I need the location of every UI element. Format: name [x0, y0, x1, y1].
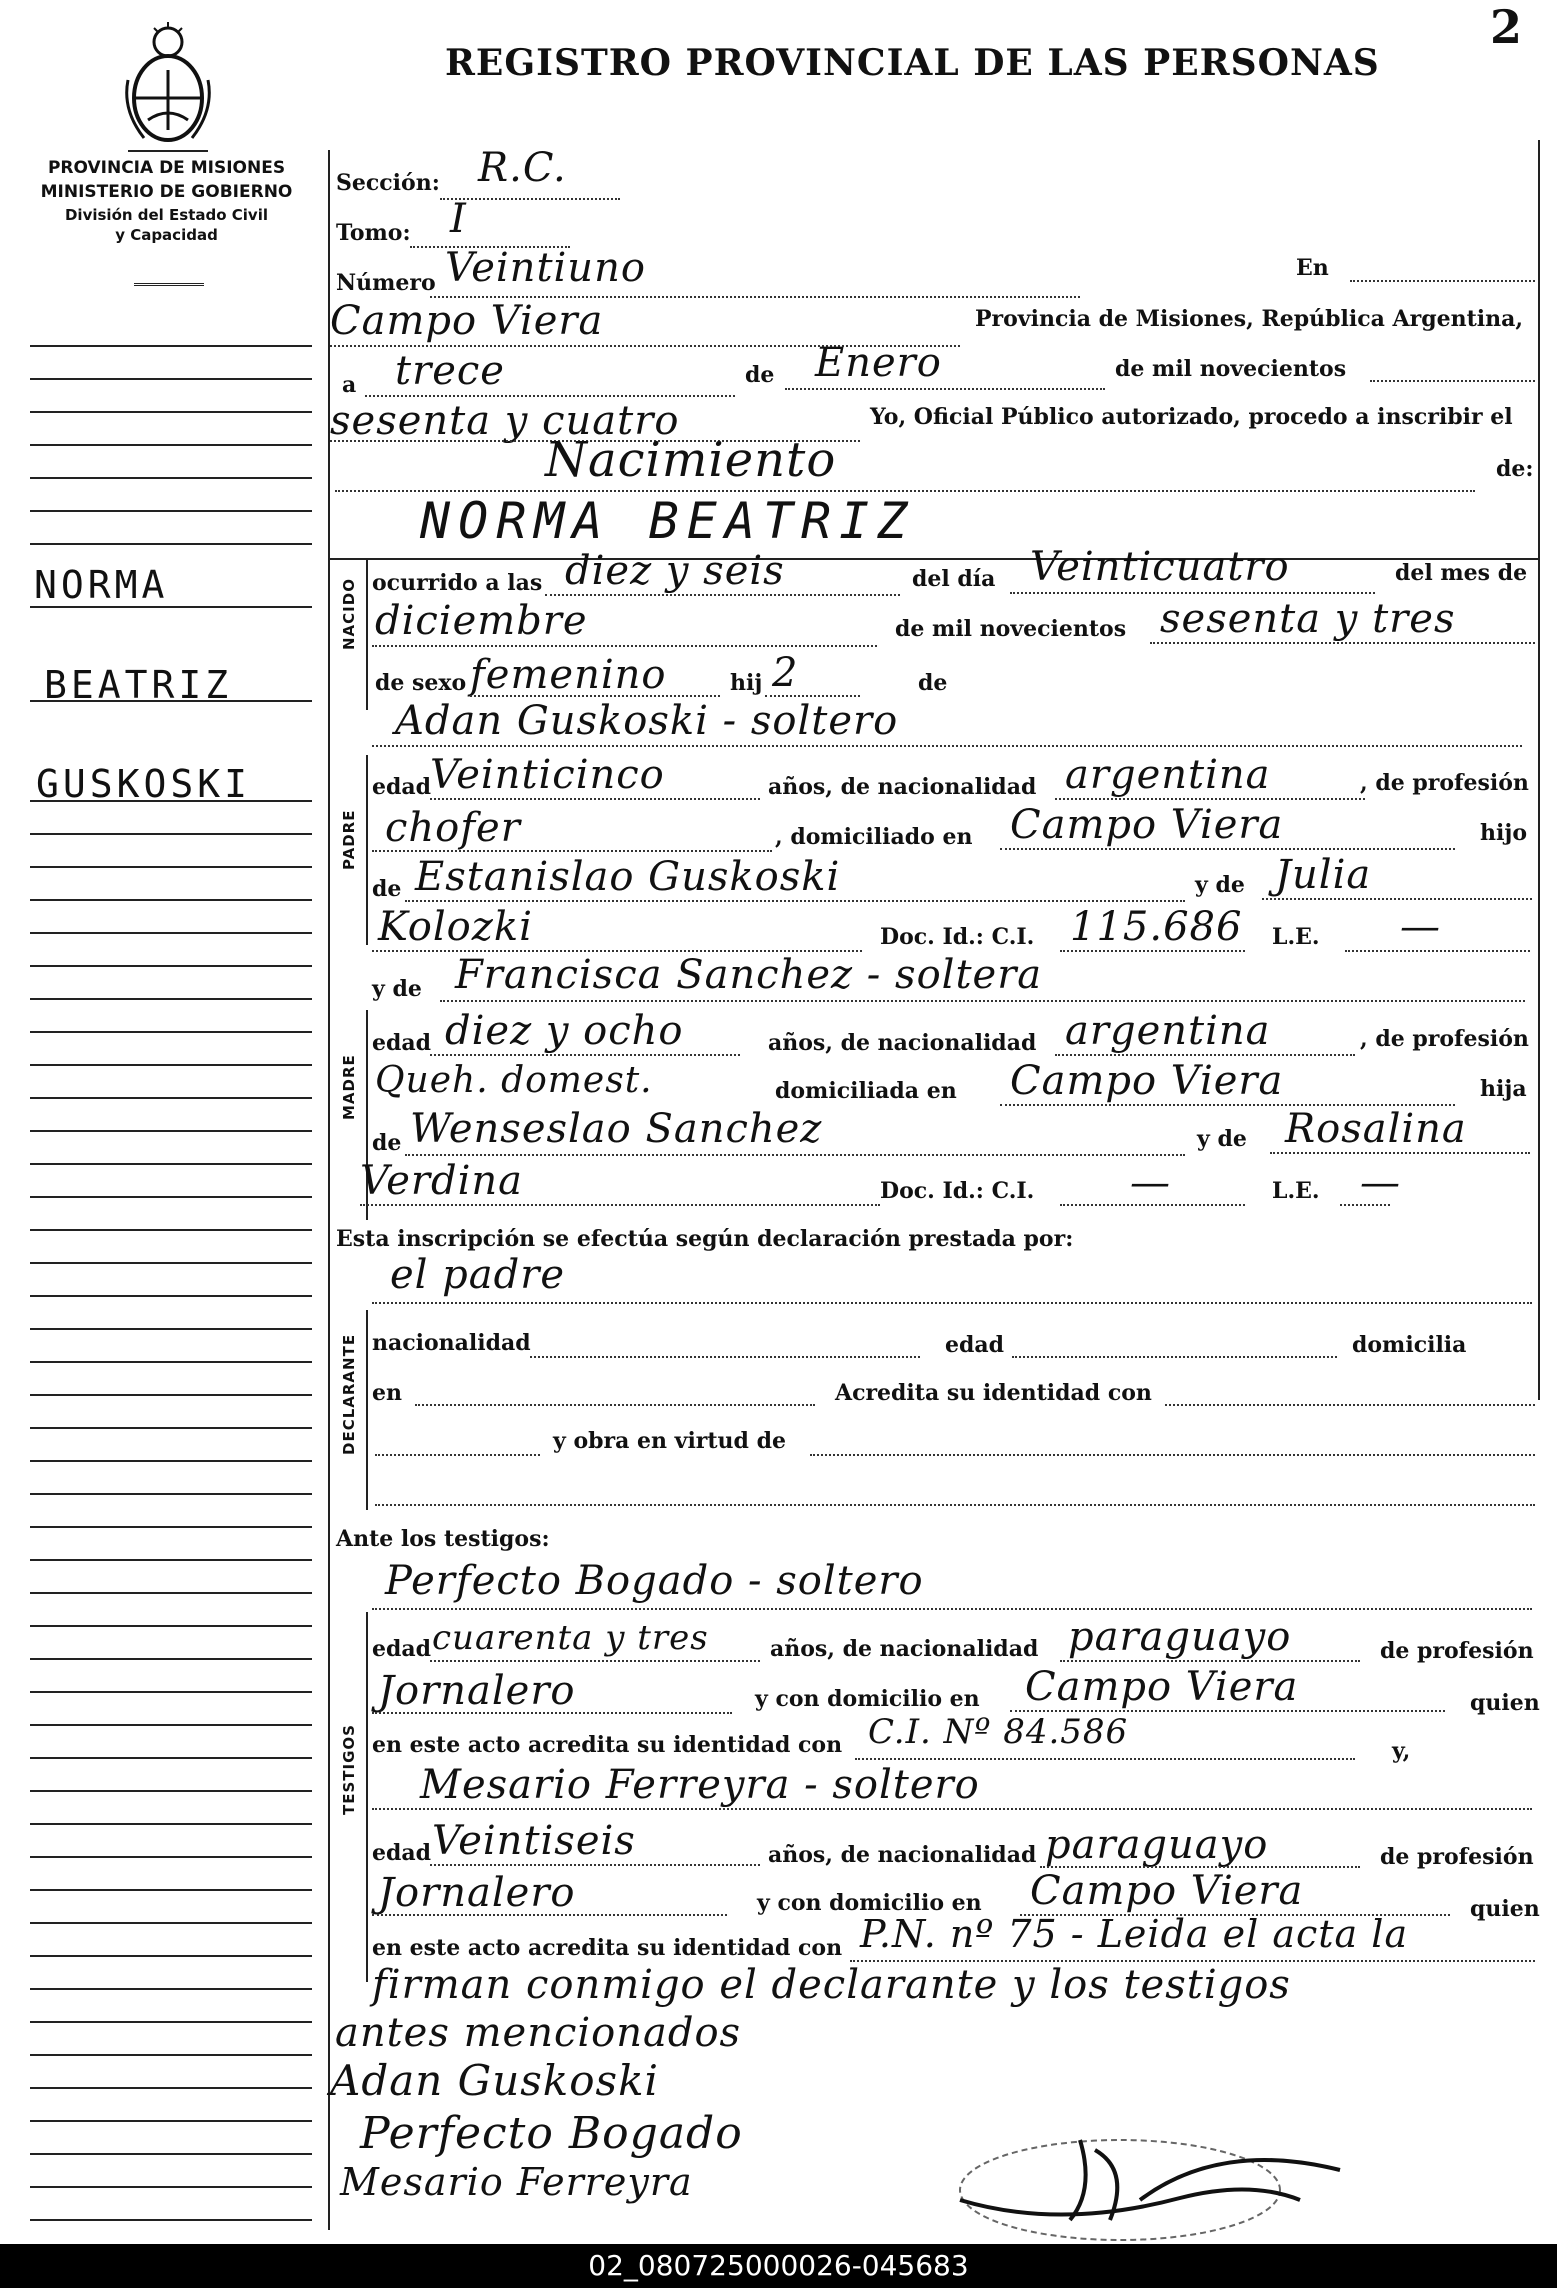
value-mes-nac: diciembre — [375, 598, 588, 644]
section-nacido: NACIDO — [340, 578, 358, 650]
label-profesion-t1: de profesión — [1380, 1638, 1534, 1664]
issuer-ministry: MINISTERIO DE GOBIERNO — [40, 182, 293, 202]
section-padre: PADRE — [340, 809, 358, 870]
label-quien-t1: quien — [1470, 1690, 1540, 1716]
value-tomo: I — [450, 196, 467, 242]
label-le-padre: L.E. — [1272, 924, 1320, 950]
label-del-dia: del día — [912, 566, 996, 592]
label-y-de-madre2: y de — [1197, 1126, 1247, 1152]
label-domiciliado: , domiciliado en — [775, 824, 973, 850]
value-madre-nac: argentina — [1065, 1008, 1271, 1054]
label-y-comma: y, — [1392, 1738, 1411, 1764]
label-profesion-madre: , de profesión — [1360, 1026, 1529, 1052]
value-closing2: antes mencionados — [335, 2010, 742, 2056]
label-acredita: Acredita su identidad con — [835, 1380, 1152, 1406]
label-sexo: de sexo — [375, 670, 467, 696]
label-esta-inscripcion: Esta inscripción se efectúa según declaración prestada por: — [336, 1226, 1074, 1252]
official-stamp-icon — [920, 2080, 1380, 2250]
value-padre-le: — — [1400, 904, 1441, 950]
label-ante-testigos: Ante los testigos: — [336, 1526, 550, 1552]
label-domicilio-t1: y con domicilio en — [755, 1686, 980, 1712]
label-en-este-acto-t2: en este acto acredita su identidad con — [372, 1935, 843, 1961]
label-edad-madre: edad — [372, 1030, 432, 1056]
margin-name-surname: GUSKOSKI — [36, 762, 252, 806]
value-dia: trece — [395, 348, 505, 394]
label-de-mil-novecientos: de mil novecientos — [895, 616, 1127, 642]
label-domiciliada: domiciliada en — [775, 1078, 957, 1104]
label-nacionalidad-dec: nacionalidad — [372, 1330, 531, 1356]
label-y-de-padre: y de — [1195, 872, 1245, 898]
value-madre-prof: Queh. domest. — [375, 1060, 653, 1101]
label-domicilia-dec: domicilia — [1352, 1332, 1467, 1358]
label-numero: Número — [336, 270, 436, 296]
margin-name-second: BEATRIZ — [44, 663, 233, 707]
label-provincia: Provincia de Misiones, República Argentina, — [975, 306, 1524, 332]
section-declarante: DECLARANTE — [340, 1333, 358, 1455]
label-le-madre: L.E. — [1272, 1178, 1320, 1204]
value-abuela-p2: Kolozki — [378, 904, 533, 950]
label-doc-id-madre: Doc. Id.: C.I. — [880, 1178, 1035, 1204]
label-profesion-t2: de profesión — [1380, 1844, 1534, 1870]
label-edad-t2: edad — [372, 1840, 432, 1866]
section-testigos: TESTIGOS — [340, 1724, 358, 1815]
value-padre-ci: 115.686 — [1070, 904, 1243, 950]
label-quien-t2: quien — [1470, 1896, 1540, 1922]
label-hija: hija — [1480, 1076, 1527, 1102]
label-anos-nac-t1: años, de nacionalidad — [770, 1636, 1039, 1662]
value-localidad: Campo Viera — [330, 298, 604, 344]
value-madre-ci: — — [1130, 1160, 1171, 1206]
label-edad-padre: edad — [372, 774, 432, 800]
label-edad-t1: edad — [372, 1636, 432, 1662]
value-t1-id: C.I. Nº 84.586 — [868, 1712, 1129, 1752]
signature-father: Adan Guskoski — [330, 2056, 659, 2105]
label-en: En — [1296, 255, 1329, 281]
label-tomo: Tomo: — [336, 220, 411, 246]
label-ocurrido: ocurrido a las — [372, 570, 543, 596]
label-de: de — [745, 362, 775, 388]
label-y-obra: y obra en virtud de — [553, 1428, 786, 1454]
label-edad-dec: edad — [945, 1332, 1005, 1358]
value-t1-prof: Jornalero — [378, 1668, 576, 1714]
value-t2-prof: Jornalero — [378, 1870, 576, 1916]
label-a: a — [342, 372, 357, 398]
label-anos-nac-t2: años, de nacionalidad — [768, 1842, 1037, 1868]
issuer-block — [14, 158, 319, 244]
value-dia-nac: Veinticuatro — [1030, 544, 1290, 590]
issuer-capacity: y Capacidad — [115, 226, 218, 244]
value-tipo-acta: Nacimiento — [545, 432, 837, 488]
value-padre: Adan Guskoski - soltero — [395, 698, 899, 744]
value-testigo1: Perfecto Bogado - soltero — [385, 1558, 924, 1604]
value-madre: Francisca Sanchez - soltera — [455, 952, 1043, 998]
page-number: 2 — [1490, 0, 1523, 54]
issuer-province: PROVINCIA DE MISIONES — [47, 158, 286, 178]
issuer-division: División del Estado Civil — [64, 206, 268, 224]
label-domicilio-t2: y con domicilio en — [757, 1890, 982, 1916]
value-testigo2: Mesario Ferreyra - soltero — [420, 1762, 980, 1808]
label-hijo: hijo — [1480, 820, 1527, 846]
value-anio-nac: sesenta y tres — [1160, 596, 1456, 642]
value-padre-edad: Veinticinco — [430, 752, 665, 798]
value-numero: Veintiuno — [445, 245, 646, 291]
label-anos-nac-madre: años, de nacionalidad — [768, 1030, 1037, 1056]
label-en-este-acto-t1: en este acto acredita su identidad con — [372, 1732, 843, 1758]
value-padre-dom: Campo Viera — [1010, 802, 1284, 848]
margin-name-first: NORMA — [34, 563, 169, 607]
value-declarante: el padre — [390, 1252, 566, 1298]
value-madre-edad: diez y ocho — [445, 1008, 684, 1054]
section-madre: MADRE — [340, 1054, 358, 1120]
value-abuelo-p: Estanislao Guskoski — [415, 854, 841, 900]
header-title: REGISTRO PROVINCIAL DE LAS PERSONAS — [445, 42, 1380, 84]
value-abuelo-m: Wenseslao Sanchez — [410, 1106, 823, 1152]
label-de-hij: de — [918, 670, 948, 696]
signature-witness-1: Perfecto Bogado — [360, 2108, 743, 2159]
footer-id: 02_080725000026-045683 — [0, 2244, 1557, 2288]
label-de-abuelo-m: de — [372, 1130, 402, 1156]
value-abuela-m1: Rosalina — [1285, 1106, 1467, 1152]
value-sexo: femenino — [470, 652, 667, 698]
value-abuela-m2: Verdina — [360, 1158, 524, 1204]
value-hora: diez y seis — [565, 548, 785, 594]
label-seccion: Sección: — [336, 170, 440, 196]
label-del-mes: del mes de — [1395, 560, 1528, 586]
label-hij: hij — [730, 670, 763, 696]
value-t1-edad: cuarenta y tres — [432, 1618, 709, 1658]
value-closing1: firman conmigo el declarante y los testigos — [372, 1962, 1291, 2008]
label-yo-oficial: Yo, Oficial Público autorizado, procedo a inscribir el — [870, 404, 1513, 430]
value-t1-dom: Campo Viera — [1025, 1664, 1299, 1710]
value-t2-edad: Veintiseis — [432, 1818, 636, 1864]
value-hij-num: 2 — [772, 650, 799, 696]
value-abuela-p1: Julia — [1275, 852, 1372, 898]
value-seccion: R.C. — [478, 145, 567, 191]
signature-witness-2: Mesario Ferreyra — [340, 2160, 693, 2204]
value-anio: sesenta y cuatro — [330, 398, 680, 444]
value-nombre: NORMA BEATRIZ — [420, 492, 916, 550]
label-mil-novecientos: de mil novecientos — [1115, 356, 1347, 382]
label-profesion-padre: , de profesión — [1360, 770, 1529, 796]
label-doc-id-padre: Doc. Id.: C.I. — [880, 924, 1035, 950]
label-anos-nac-padre: años, de nacionalidad — [768, 774, 1037, 800]
value-padre-prof: chofer — [385, 805, 521, 851]
label-de-abuelo-p: de — [372, 876, 402, 902]
value-madre-dom: Campo Viera — [1010, 1058, 1284, 1104]
value-madre-le: — — [1360, 1160, 1401, 1206]
value-mes: Enero — [815, 340, 942, 386]
label-de-colon: de: — [1496, 456, 1534, 482]
value-t2-nac: paraguayo — [1045, 1822, 1269, 1868]
coat-of-arms-icon — [118, 20, 218, 150]
value-t2-id: P.N. nº 75 - Leida el acta la — [860, 1912, 1409, 1956]
value-t1-nac: paraguayo — [1068, 1614, 1292, 1660]
value-padre-nac: argentina — [1065, 752, 1271, 798]
label-en-dec: en — [372, 1380, 402, 1406]
value-t2-dom: Campo Viera — [1030, 1868, 1304, 1914]
label-y-de-madre: y de — [372, 976, 422, 1002]
